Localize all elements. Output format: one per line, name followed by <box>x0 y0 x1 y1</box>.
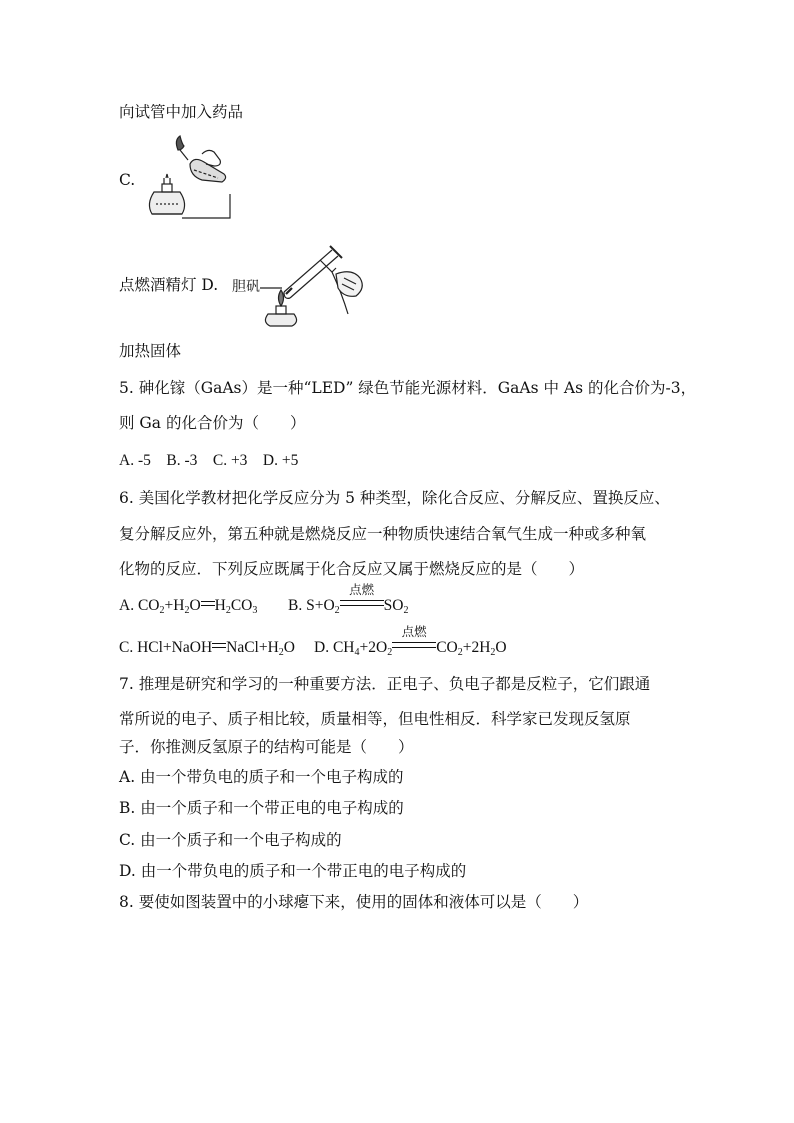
q6-option-d <box>314 624 507 663</box>
q6-option-a-letter: A. <box>119 597 138 614</box>
condition-ignite-b: 点燃 <box>349 582 375 597</box>
q6-option-c <box>119 638 295 663</box>
q5-options: A. -5 B. -3 C. +3 D. +5 <box>119 452 299 469</box>
fragment-add-reagent: 向试管中加入药品 <box>119 103 244 121</box>
q6-option-b-letter: B. <box>288 597 307 614</box>
option-c-label: C. <box>119 171 136 189</box>
q6-line-1: 6. 美国化学教材把化学反应分为 5 种类型，除化合反应、分解反应、置换反应、 <box>119 489 670 507</box>
q6-equation-b: $S+O_2$ 点燃 $SO_2$ <box>306 582 409 616</box>
q6-line-2: 复分解反应外，第五种就是燃烧反应一种物质快速结合氧气生成一种或多种氧 <box>119 525 647 543</box>
q6-option-d-letter: D. <box>314 639 333 656</box>
q6-option-c-letter: C. <box>119 639 138 656</box>
q6-option-a <box>119 596 257 621</box>
fragment-heat-solid: 加热固体 <box>119 342 182 360</box>
q8-line-1: 8. 要使如图装置中的小球瘪下来，使用的固体和液体可以是（ ） <box>119 893 589 911</box>
q7-option-b: B. 由一个质子和一个带正电的电子构成的 <box>119 799 404 817</box>
condition-ignite-d: 点燃 <box>401 624 427 639</box>
q7-line-1: 7. 推理是研究和学习的一种重要方法．正电子、负电子都是反粒子，它们跟通 <box>119 675 651 693</box>
q7-line-3: 子．你推测反氢原子的结构可能是（ ） <box>119 738 414 756</box>
lighting-lamp-illustration <box>142 134 232 226</box>
q6-equation-c: HCl+NaOH $NaCl+H_2O$ <box>137 639 295 658</box>
q7-line-2: 常所说的电子、质子相比较，质量相等，但电性相反．科学家已发现反氢原 <box>119 710 631 728</box>
q6-equation-a: $CO_2+H_2O$ $H_2CO_3$ <box>137 597 258 616</box>
q5-line-1: 5. 砷化镓（GaAs）是一种“LED” 绿色节能光源材料．GaAs 中 As 的化合价为-3， <box>119 379 697 397</box>
q5-line-2: 则 Ga 的化合价为（ ） <box>119 414 306 432</box>
q6-option-b <box>288 582 409 621</box>
q7-option-a: A. 由一个带负电的质子和一个电子构成的 <box>119 768 404 786</box>
heating-solid-illustration <box>232 238 370 328</box>
q6-equation-d: $CH_4+2O_2$ 点燃 $CO_2+2H_2O$ <box>332 624 507 658</box>
q6-line-3: 化物的反应．下列反应既属于化合反应又属于燃烧反应的是（ ） <box>119 560 585 578</box>
option-d-prefix: 点燃酒精灯 D. <box>119 276 219 294</box>
q7-option-d: D. 由一个带负电的质子和一个带正电的电子构成的 <box>119 862 467 880</box>
q7-option-c: C. 由一个质子和一个电子构成的 <box>119 831 342 849</box>
figure-label-danfan: 胆矾 <box>232 279 260 295</box>
